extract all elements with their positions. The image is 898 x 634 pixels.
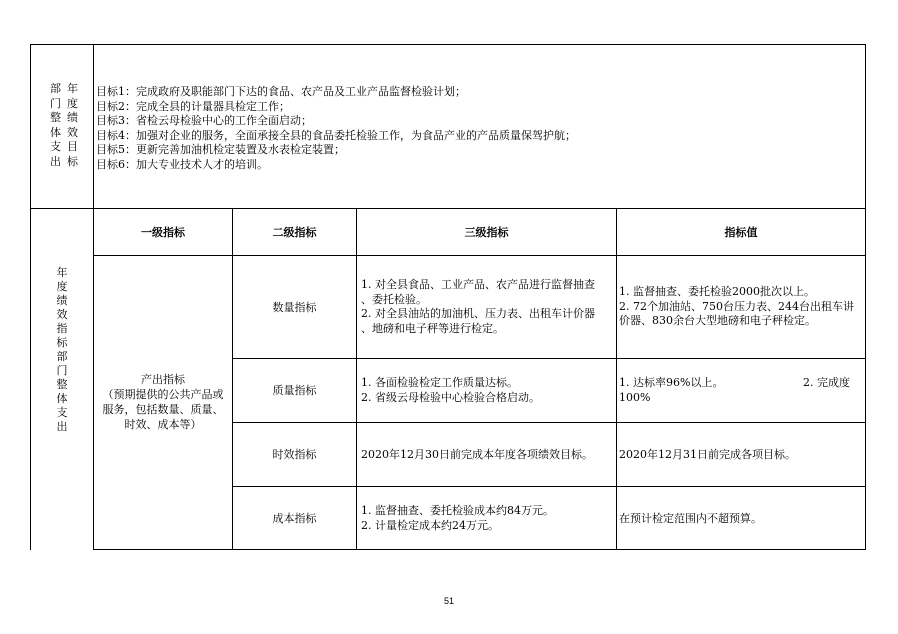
level1-cell	[94, 372, 232, 432]
goal-item: 目标5：更新完善加油机检定装置及水表检定装置；	[96, 143, 345, 156]
label-char: 部	[56, 350, 68, 363]
label-char: 支	[56, 406, 68, 419]
label-char: 度	[56, 280, 68, 293]
label-char: 年	[67, 82, 78, 95]
label-char: 整	[56, 378, 68, 391]
row-quantity-level3	[361, 278, 615, 336]
goal-item: 目标2：完成全县的计量器具检定工作；	[96, 99, 290, 113]
goal-list	[96, 85, 856, 172]
text-line: 、地磅和电子秤等进行检定。	[361, 321, 504, 335]
row-cost-value: 在预计检定范围内不超预算。	[619, 511, 762, 525]
text-line: 2. 对全县油站的加油机、压力表、出租车计价器	[361, 307, 595, 320]
goal-item: 目标6：加大专业技术人才的培训。	[96, 157, 268, 171]
text-line: 100%	[619, 390, 651, 404]
goal-item: 目标3：省检云母检验中心的工作全面启动；	[96, 114, 312, 127]
text-line: 1. 对全县食品、工业产品、农产品进行监督抽查	[361, 278, 595, 291]
goal-item: 目标1：完成政府及职能部门下达的食品、农产品及工业产品监督检验计划；	[96, 85, 466, 98]
label-char: 效	[56, 308, 68, 321]
label-char: 目	[67, 140, 78, 153]
label-char: 体	[50, 125, 61, 139]
text-line: 2. 72个加油站、750台压力表、244台出租车讲	[619, 299, 854, 313]
level1-note-line: （预期提供的公共产品或	[102, 388, 224, 401]
level1-note-line: 服务，包括数量、质量、	[102, 403, 224, 416]
label-char: 效	[67, 125, 78, 139]
goal-section-label	[44, 82, 84, 169]
label-char: 绩	[67, 111, 78, 124]
row-quantity-value	[619, 285, 864, 329]
goal-item: 目标4：加强对企业的服务，全面承接全县的食品委托检验工作，为食品产业的产品质量保驾护航；	[96, 128, 576, 142]
text-line: 1. 监督抽查、委托检验成本约84万元。	[361, 504, 554, 517]
header-level2: 二级指标	[272, 226, 317, 239]
row-cost-level3	[361, 504, 615, 533]
row-cost-level2: 成本指标	[272, 511, 317, 525]
text-line: 1. 监督抽查、委托检验2000批次以上。	[619, 285, 815, 298]
label-char: 门	[56, 364, 68, 377]
goal-label-col-2	[66, 82, 80, 169]
text-line: 2. 完成度	[803, 376, 850, 389]
label-char: 标	[67, 154, 78, 168]
header-level3: 三级指标	[464, 226, 509, 239]
label-char: 指	[56, 322, 68, 335]
row-timeliness-level2: 时效指标	[272, 448, 317, 461]
label-char: 支	[50, 140, 61, 153]
row-timeliness-level3: 2020年12月30日前完成本年度各项绩效目标。	[361, 448, 593, 461]
label-char: 出	[50, 154, 61, 168]
text-line: 1. 达标率96%以上。	[619, 376, 724, 389]
label-char: 整	[50, 111, 61, 124]
row-quantity-level2: 数量指标	[272, 300, 317, 314]
row-quality-level3	[361, 376, 615, 405]
goal-label-col-1	[49, 82, 63, 169]
row-quality-level2: 质量指标	[272, 384, 317, 397]
indicator-side-label	[52, 266, 72, 434]
header-level1: 一级指标	[141, 226, 185, 239]
text-line: 1. 各面检验检定工作质量达标。	[361, 376, 518, 389]
row-timeliness-value: 2020年12月31日前完成各项目标。	[619, 448, 796, 461]
header-value: 指标值	[724, 226, 758, 239]
label-char: 出	[56, 420, 68, 433]
level1-note-line: 时效、成本等）	[124, 418, 202, 431]
text-line: 、委托检验。	[361, 292, 427, 306]
text-line: 2. 省级云母检验中心检验合格启动。	[361, 390, 540, 404]
label-char: 部	[50, 82, 61, 95]
row-quality-value	[619, 376, 864, 405]
label-char: 绩	[56, 294, 68, 307]
text-line: 2. 计量检定成本约24万元。	[361, 518, 499, 532]
label-char: 标	[56, 336, 68, 349]
label-char: 门	[50, 96, 61, 110]
level1-label: 产出指标	[141, 373, 185, 386]
label-char: 度	[67, 96, 78, 110]
page-number: 51	[443, 596, 454, 606]
label-char: 年	[56, 266, 68, 279]
text-line: 价器、830余台大型地磅和电子秤检定。	[619, 314, 816, 327]
label-char: 体	[56, 392, 68, 405]
